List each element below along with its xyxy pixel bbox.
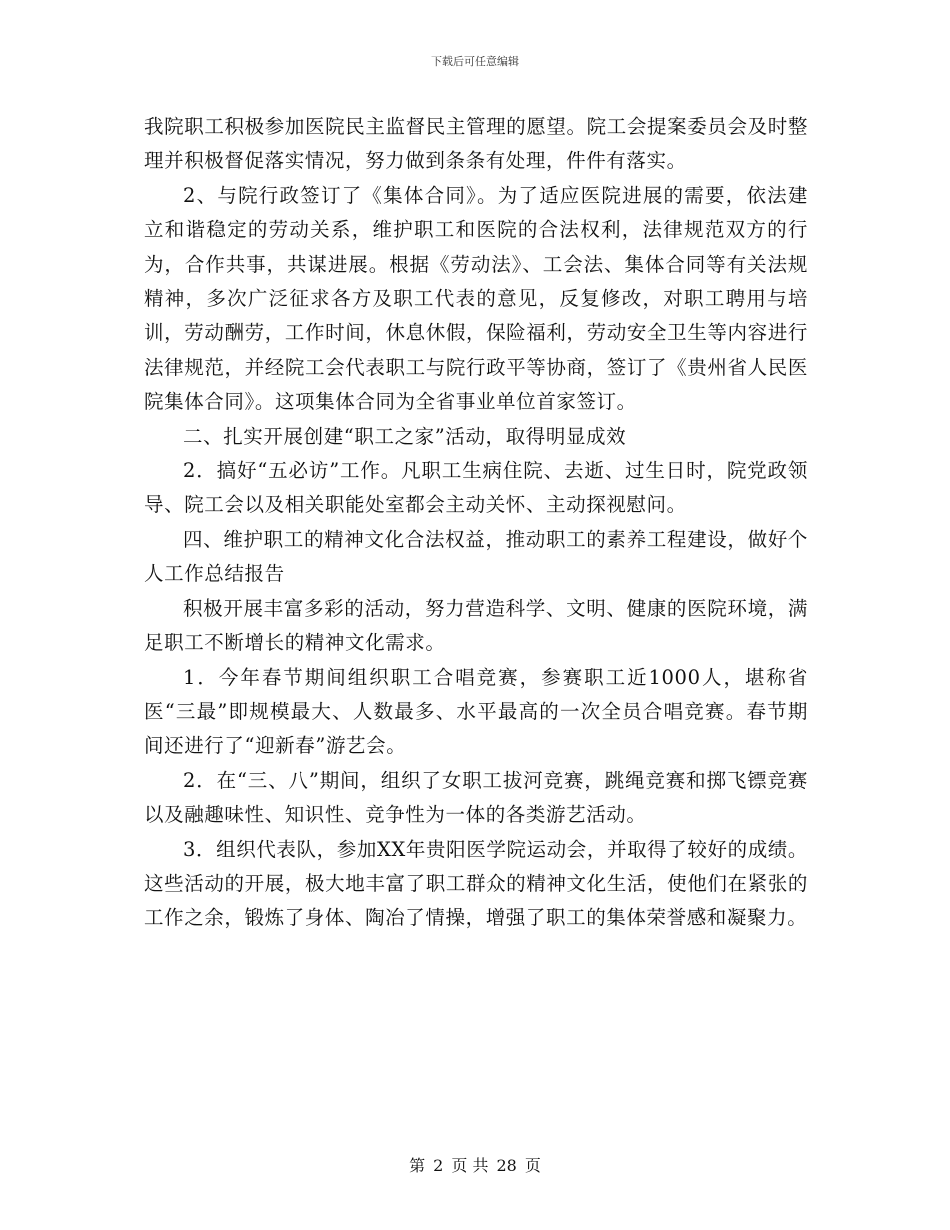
paragraph-4: 2．搞好“五必访”工作。凡职工生病住院、去逝、过生日时，院党政领导、院工会以及相关职能处室都会主动关怀、主动探视慰问。	[144, 459, 808, 517]
paragraph-8: 2．在“三、八”期间，组织了女职工拔河竞赛，跳绳竞赛和掷飞镖竞赛以及融趣味性、知识性、竞争性为一体的各类游艺活动。	[144, 768, 808, 827]
paragraph-1: 我院职工积极参加医院民主监督民主管理的愿望。院工会提案委员会及时整理并积极督促落实情况，努力做到条条有处理，件件有落实。	[144, 115, 808, 173]
paragraph-6: 积极开展丰富多彩的活动，努力营造科学、文明、健康的医院环境，满足职工不断增长的精神文化需求。	[144, 596, 808, 655]
total-pages-number: 28	[496, 1156, 517, 1175]
paragraph-2: 2、与院行政签订了《集体合同》。为了适应医院进展的需要，依法建立和谐稳定的劳动关系，维护职工和医院的合法权利，法律规范双方的行为，合作共事，共谋进展。根据《劳动法》、工会法、集体合同等有关法规精神，多次广泛征求各方及职工代表的意见，反复修改，对职工聘用与培训，劳动酬劳，工作时间，休息休假，保险福利，劳动安全卫生等内容进行法律规范，并经院工会代表职工与院行政平等协商，签订了《贵州省人民医院集体合同》。这项集体合同为全省事业单位首家签订。	[144, 183, 808, 414]
footer-middle: 页 共	[451, 1156, 489, 1175]
section-heading-4: 四、维护职工的精神文化合法权益，推动职工的素养工程建设，做好个人工作总结报告	[144, 527, 808, 586]
footer-suffix: 页	[524, 1156, 541, 1175]
paragraph-7: 1．今年春节期间组织职工合唱竞赛，参赛职工近1000人，堪称省医“三最”即规模最大、人数最多、水平最高的一次全员合唱竞赛。春节期间还进行了“迎新春”游艺会。	[144, 665, 808, 758]
current-page-number: 2	[433, 1156, 444, 1175]
document-body	[144, 110, 808, 936]
page-footer	[0, 1153, 950, 1176]
page-header: 下载后可任意编辑	[431, 55, 519, 68]
footer-prefix: 第	[409, 1156, 426, 1175]
paragraph-9: 3．组织代表队，参加XX年贵阳医学院运动会，并取得了较好的成绩。这些活动的开展，极大地丰富了职工群众的精神文化生活，使他们在紧张的工作之余，锻炼了身体、陶冶了情操，增强了职工的集体荣誉感和凝聚力。	[144, 837, 808, 930]
section-heading-2: 二、扎实开展创建“职工之家”活动，取得明显成效	[183, 424, 627, 448]
